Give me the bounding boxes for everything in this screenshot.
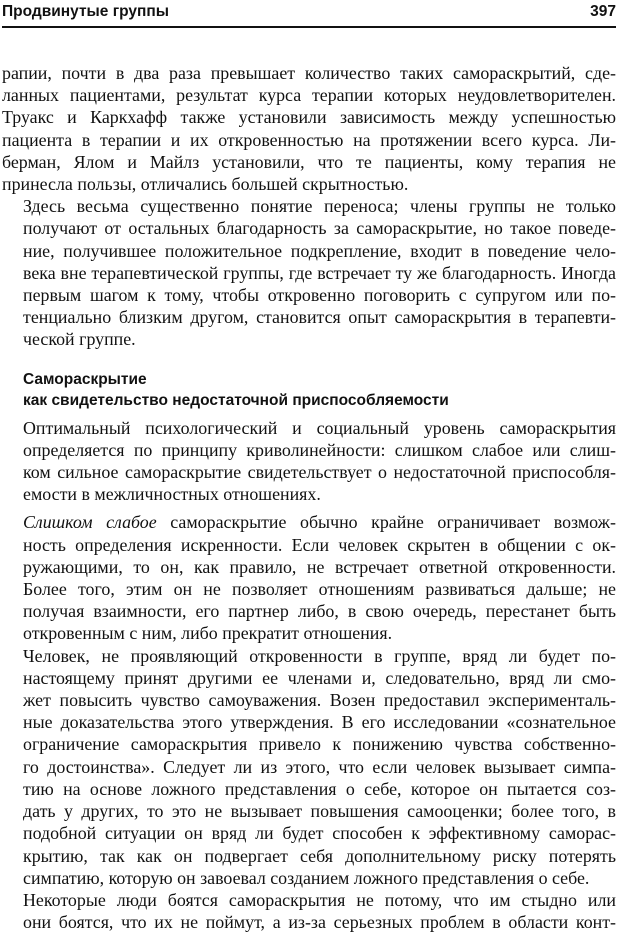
paragraph-4 [2, 511, 616, 644]
text-line: Здесь весьма существенно понятие переноса; члены группы не только [23, 196, 616, 217]
text-line: рапии, почти в два раза превышает количество таких самораскрытий, сде- [2, 63, 616, 83]
text-line: пациента в терапии и их откровенностью на протяжении всего курса. Ли- [2, 129, 616, 150]
text-line: ческой группе. [23, 329, 136, 350]
text-line: ние, получившее положительное подкрепление, входит в поведение чело- [23, 240, 616, 261]
text-line: жет повысить чувство самоуважения. Возен предоставил эксперименталь- [23, 690, 616, 711]
italic-lead: Слишком слабое [23, 512, 157, 533]
text-line: определяется по принципу криволинейности: слишком слабое или слиш- [23, 439, 616, 460]
section-heading-line-2: как свидетельство недостаточной приспособляемости [23, 391, 449, 409]
text-line: Человек, не проявляющий откровенности в группе, вряд ли будет по- [23, 645, 616, 666]
text-line: настоящему принят другими ее членами и, следовательно, вряд ли смо- [23, 667, 616, 688]
running-title: Продвинутые группы [2, 3, 169, 20]
paragraph-3 [2, 417, 616, 506]
text-line: ность определения искренности. Если человек скрытен в общении с ок- [23, 534, 616, 555]
text-line: получая взаимности, его партнер либо, в свою очередь, перестанет быть [23, 601, 616, 622]
text-line: берман, Ялом и Майлз установили, что те пациенты, кому терапия не [2, 151, 616, 172]
text-line: века вне терапевтической группы, где встречает ту же благодарность. Иногда [23, 262, 616, 283]
text-line: Некоторые люди боятся самораскрытия не потому, что им стыдно или [23, 889, 616, 910]
text-line: первым шагом к тому, чтобы откровенно поговорить с супругом или по- [23, 285, 616, 306]
text-line: они боятся, что их не поймут, а из-за серьезных проблем в области конт- [23, 912, 616, 933]
text-line: получают от остальных благодарность за самораскрытие, но такое поведе- [23, 218, 616, 239]
text-line: ком сильное самораскрытие свидетельствует о недостаточной приспособля- [23, 462, 616, 483]
text-line: тенциально близким другом, становится опыт самораскрытия в терапевти- [23, 307, 616, 328]
text-line: дать у других, то это не вызывает повышения самооценки; более того, в [23, 801, 616, 822]
text-line [2, 511, 616, 533]
text-line: откровенным с ним, либо прекратит отношения. [23, 623, 393, 644]
text-line: Более того, этим он не позволяет отношениям развиваться дальше; не [23, 579, 616, 600]
text-line: Труакс и Каркхафф также установили зависимость между успешностью [2, 107, 616, 128]
page-header [2, 2, 616, 28]
paragraph-1 [2, 62, 616, 195]
page-number: 397 [590, 3, 616, 20]
text-line: симпатию, которую он завоевал созданием ложного представления о себе. [23, 867, 590, 888]
text-run: самораскрытие обычно крайне ограничивает возмож- [156, 512, 616, 533]
text-line: подобной ситуации он вряд ли будет способен к эффективному саморас- [23, 823, 616, 844]
paragraph-2 [2, 195, 616, 350]
text-line: ограничение самораскрытия привело к понижению чувства собственно- [23, 734, 616, 755]
text-line: емости в межличностных отношениях. [23, 484, 321, 505]
paragraph-6 [2, 889, 616, 933]
section-heading [23, 369, 616, 411]
body-text [2, 62, 616, 933]
text-line: ружающими, то он, как правило, не встречает ответной откровенности. [23, 556, 616, 577]
text-line: ные доказательства этого утверждения. В его исследовании «сознательное [23, 712, 616, 733]
text-line: крытию, так как он подвергает себя дополнительному риску потерять [23, 845, 616, 866]
text-line: тию на основе ложного представления о себе, которое он пытается соз- [23, 778, 616, 799]
paragraph-5 [2, 645, 616, 889]
text-line: ланных пациентами, результат курса терапии которых неудовлетворителен. [2, 85, 616, 106]
text-line: Оптимальный психологический и социальный уровень самораскрытия [23, 417, 616, 438]
text-line: го достоинства». Следует ли из этого, что если человек вызывает симпа- [23, 756, 616, 777]
section-heading-line-1: Самораскрытие [23, 370, 147, 388]
text-line: принесла пользы, отличались большей скрытностью. [2, 174, 409, 195]
